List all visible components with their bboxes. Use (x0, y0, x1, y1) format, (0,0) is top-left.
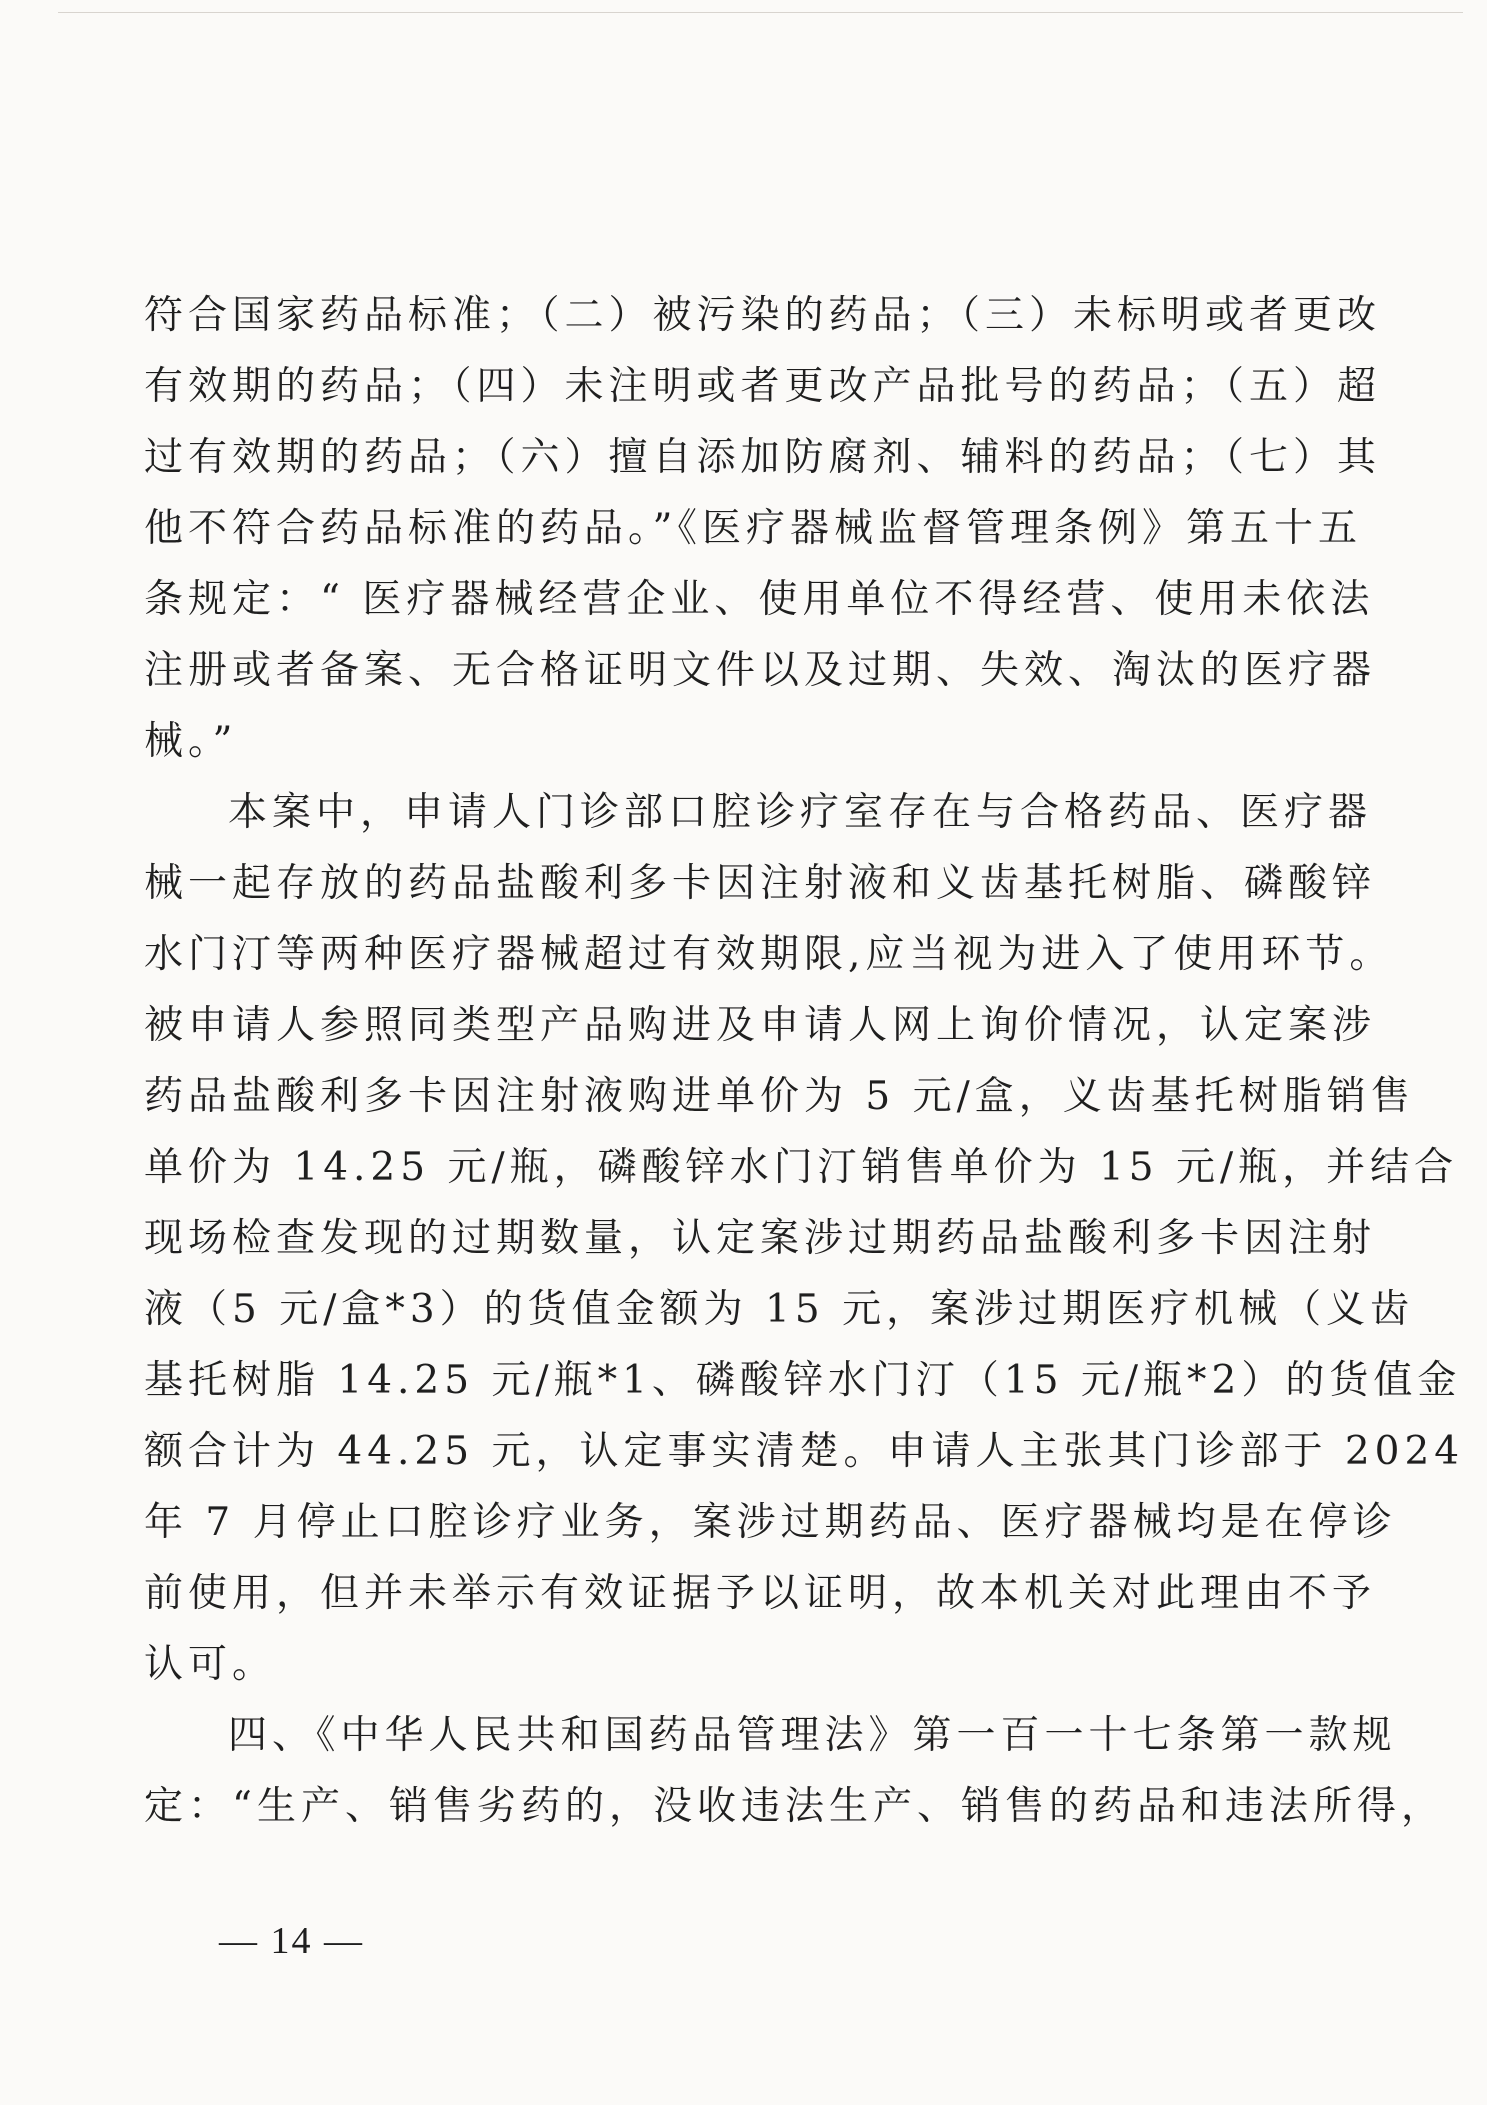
text-line: 有效期的药品；（四）未注明或者更改产品批号的药品；（五）超 (144, 364, 1382, 409)
paragraph-start-line: 四、《中华人民共和国药品管理法》第一百一十七条第一款规 (228, 1713, 1397, 1758)
text-line: 认可。 (144, 1642, 277, 1687)
text-line: 注册或者备案、无合格证明文件以及过期、失效、淘汰的医疗器 (144, 648, 1377, 693)
text-line: 水门汀等两种医疗器械超过有效期限,应当视为进入了使用环节。 (144, 932, 1394, 977)
top-divider (58, 12, 1463, 13)
text-line: 符合国家药品标准；（二）被污染的药品；（三）未标明或者更改 (144, 293, 1382, 338)
text-line: 过有效期的药品；（六）擅自添加防腐剂、辅料的药品；（七）其 (144, 435, 1382, 480)
text-line: 年 7 月停止口腔诊疗业务，案涉过期药品、医疗器械均是在停诊 (144, 1500, 1397, 1545)
text-line: 被申请人参照同类型产品购进及申请人网上询价情况，认定案涉 (144, 1003, 1377, 1048)
text-line: 条规定：“ 医疗器械经营企业、使用单位不得经营、使用未依法 (144, 577, 1375, 622)
text-line: 现场检查发现的过期数量，认定案涉过期药品盐酸利多卡因注射 (144, 1216, 1377, 1261)
page-number: — 14 — (219, 1920, 364, 1962)
paragraph-start-line: 本案中，申请人门诊部口腔诊疗室存在与合格药品、医疗器 (228, 790, 1373, 835)
text-line: 前使用，但并未举示有效证据予以证明，故本机关对此理由不予 (144, 1571, 1377, 1616)
text-line: 单价为 14.25 元/瓶，磷酸锌水门汀销售单价为 15 元/瓶，并结合 (144, 1145, 1459, 1190)
text-line: 药品盐酸利多卡因注射液购进单价为 5 元/盒，义齿基托树脂销售 (144, 1074, 1415, 1119)
text-line: 定：“生产、销售劣药的，没收违法生产、销售的药品和违法所得， (144, 1784, 1445, 1829)
text-line: 他不符合药品标准的药品。”《医疗器械监督管理条例》第五十五 (144, 506, 1362, 551)
text-line: 械一起存放的药品盐酸利多卡因注射液和义齿基托树脂、磷酸锌 (144, 861, 1377, 906)
text-line: 械。” (144, 719, 238, 764)
text-line: 基托树脂 14.25 元/瓶*1、磷酸锌水门汀（15 元/瓶*2）的货值金 (144, 1358, 1462, 1403)
text-line: 额合计为 44.25 元，认定事实清楚。申请人主张其门诊部于 2024 (144, 1429, 1465, 1474)
text-line: 液（5 元/盒*3）的货值金额为 15 元，案涉过期医疗机械（义齿 (144, 1287, 1415, 1332)
